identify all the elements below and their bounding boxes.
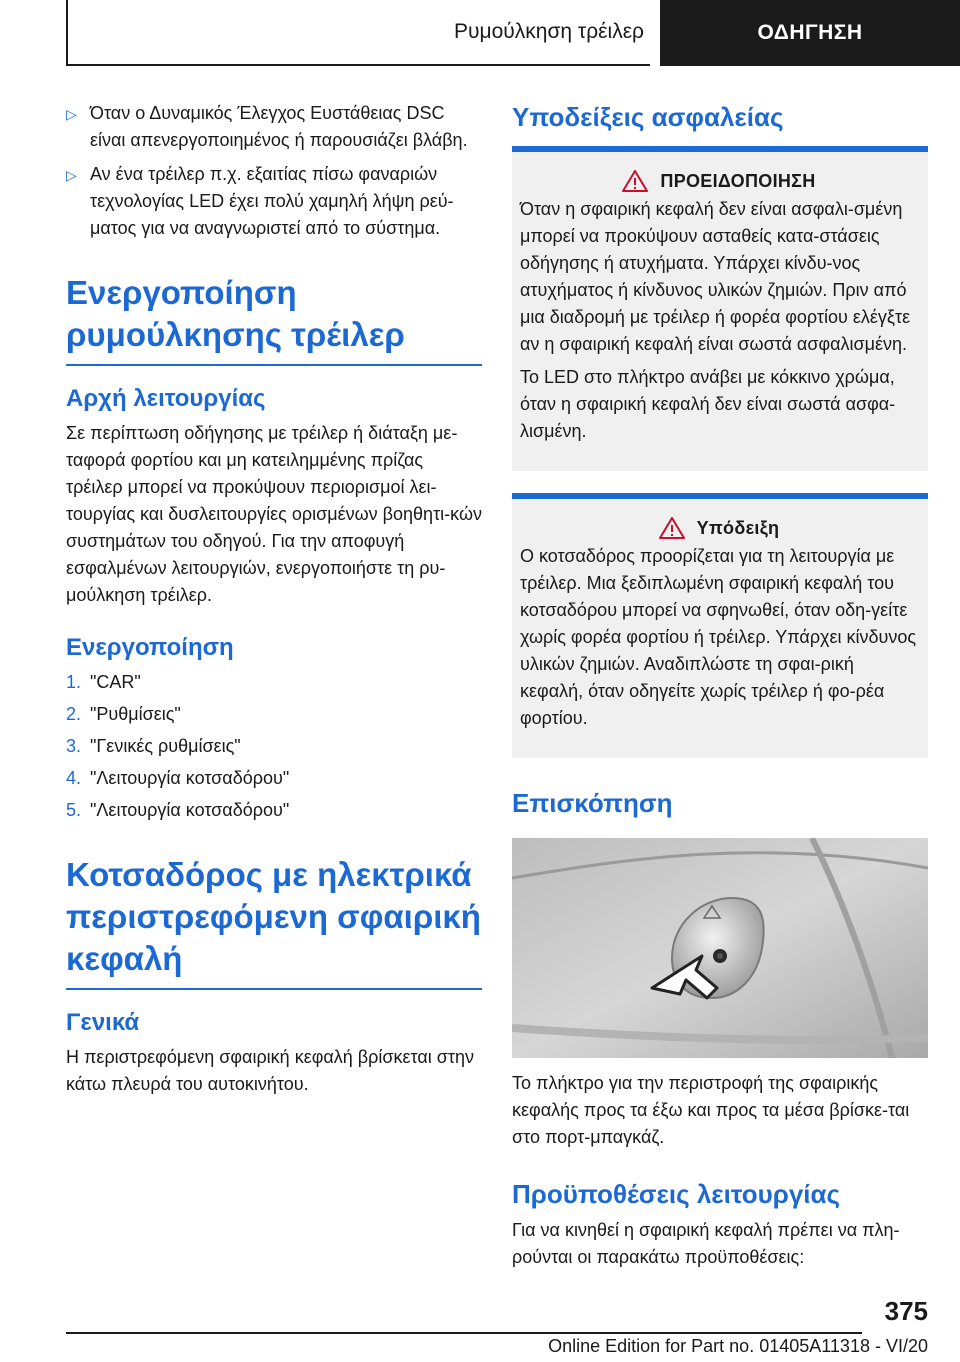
photo-caption: Το πλήκτρο για την περιστροφή της σφαιρικής κεφαλής προς τα έξω και προς τα μέσα βρίσκε-ται στο πορτ-μπαγκάζ.: [512, 1073, 910, 1147]
section-title-towbar: Κοτσαδόρος με ηλεκτρικά περιστρεφόμενη σφαιρική κεφαλή: [66, 854, 482, 990]
principle-heading: Αρχή λειτουργίας: [66, 385, 266, 412]
step-item: 1. "CAR": [66, 672, 141, 692]
warning-text: Όταν η σφαιρική κεφαλή δεν είναι ασφαλι-σμένη μπορεί να προκύψουν ασταθείς κατα-στάσεις οδήγησης ή ατυχήματα. Υπάρχει κίνδυ-νος ατυχήματος ή κίνδυνος υλικών ζημιών. Πριν από μια διαδρομή με τρέιλερ ή φορέα φορτίου ελέγξτε αν η σφαιρική κεφαλή είναι σωστά ασφαλισμένη.: [520, 199, 911, 354]
condition-list: [66, 100, 482, 242]
warning-box: [512, 146, 928, 471]
page-number: 375: [884, 1296, 928, 1326]
notice-label: Υπόδειξη: [696, 517, 780, 538]
activation-steps: [66, 669, 482, 824]
step-item: 5. "Λειτουργία κοτσαδόρου": [66, 800, 290, 820]
warning-triangle-icon: [622, 170, 648, 192]
triangle-right-icon: ▷: [66, 167, 77, 183]
step-item: 3. "Γενικές ρυθμίσεις": [66, 736, 241, 756]
header-rule-left: [66, 0, 68, 66]
principle-text: Σε περίπτωση οδήγησης με τρέιλερ ή διάταξη με-ταφορά φορτίου και μη κατειλημμένης πρίζας τρέιλερ μπορεί να προκύψουν περιορισμοί λει-τουργίας και δυσλειτουργίες ορισμένων βοηθητι-κών συστημάτων του οδηγού. Για την αποφυγή εσφαλμένων λειτουργιών, ενεργοποιήστε τη ρυ-μούλκηση τρέιλερ.: [66, 423, 483, 605]
notice-text: Ο κοτσαδόρος προορίζεται για τη λειτουργία με τρέιλερ. Μια ξεδιπλωμένη σφαιρική κεφαλή του κοτσαδόρου μπορεί να σφηνωθεί, όταν οδη-γείτε χωρίς φορέα φορτίου ή τρέιλερ. Υπάρχει κίνδυνος υλικών ζημιών. Αναδιπλώστε τη σφαι-ρική κεφαλή, όταν οδηγείτε χωρίς τρέιλερ ή φο-ρέα φορτίου.: [520, 546, 917, 728]
step-item: 4. "Λειτουργία κοτσαδόρου": [66, 768, 290, 788]
warning-text-led: Το LED στο πλήκτρο ανάβει με κόκκινο χρώμα, όταν η σφαιρική κεφαλή δεν είναι σωστά ασφα-λισμένη.: [520, 367, 896, 441]
chapter-title: Ρυμούλκηση τρέιλερ: [454, 20, 644, 43]
left-column: [66, 100, 482, 1098]
notice-box: [512, 493, 928, 758]
general-text: Η περιστρεφόμενη σφαιρική κεφαλή βρίσκεται στην κάτω πλευρά του αυτοκινήτου.: [66, 1047, 475, 1094]
section-tab: ΟΔΗΓΗΣΗ: [660, 0, 960, 66]
warning-triangle-icon: [659, 517, 685, 539]
general-heading: Γενικά: [66, 1009, 140, 1036]
step-item: 2. "Ρυθμίσεις": [66, 704, 181, 724]
section-title-activation: Ενεργοποίηση ρυμούλκησης τρέιλερ: [66, 272, 482, 366]
trunk-button-photo: [512, 838, 928, 1058]
overview-heading: Επισκόπηση: [512, 788, 673, 818]
edition-text: Online Edition for Part no. 01405A11318 - VI/20: [548, 1336, 928, 1356]
safety-heading: Υποδείξεις ασφαλείας: [512, 102, 784, 132]
right-column: [512, 100, 928, 1271]
prerequisites-text: Για να κινηθεί η σφαιρική κεφαλή πρέπει να πλη-ρούνται οι παρακάτω προϋποθέσεις:: [512, 1220, 900, 1267]
list-item: ▷ Όταν ο Δυναμικός Έλεγχος Ευστάθειας DSC είναι απενεργοποιημένος ή παρουσιάζει βλάβη.: [66, 103, 468, 150]
triangle-right-icon: ▷: [66, 106, 77, 122]
header-rule-bottom: [66, 64, 650, 66]
list-item: ▷ Αν ένα τρέιλερ π.χ. εξαιτίας πίσω φαναριών τεχνολογίας LED έχει πολύ χαμηλή λήψη ρεύ-ματος για να αναγνωριστεί από το σύστημα.: [66, 164, 454, 238]
prerequisites-heading: Προϋποθέσεις λειτουργίας: [512, 1179, 841, 1209]
activation-heading: Ενεργοποίηση: [66, 634, 234, 661]
warning-label: ΠΡΟΕΙΔΟΠΟΙΗΣΗ: [660, 170, 816, 191]
footer-rule: [66, 1332, 862, 1334]
